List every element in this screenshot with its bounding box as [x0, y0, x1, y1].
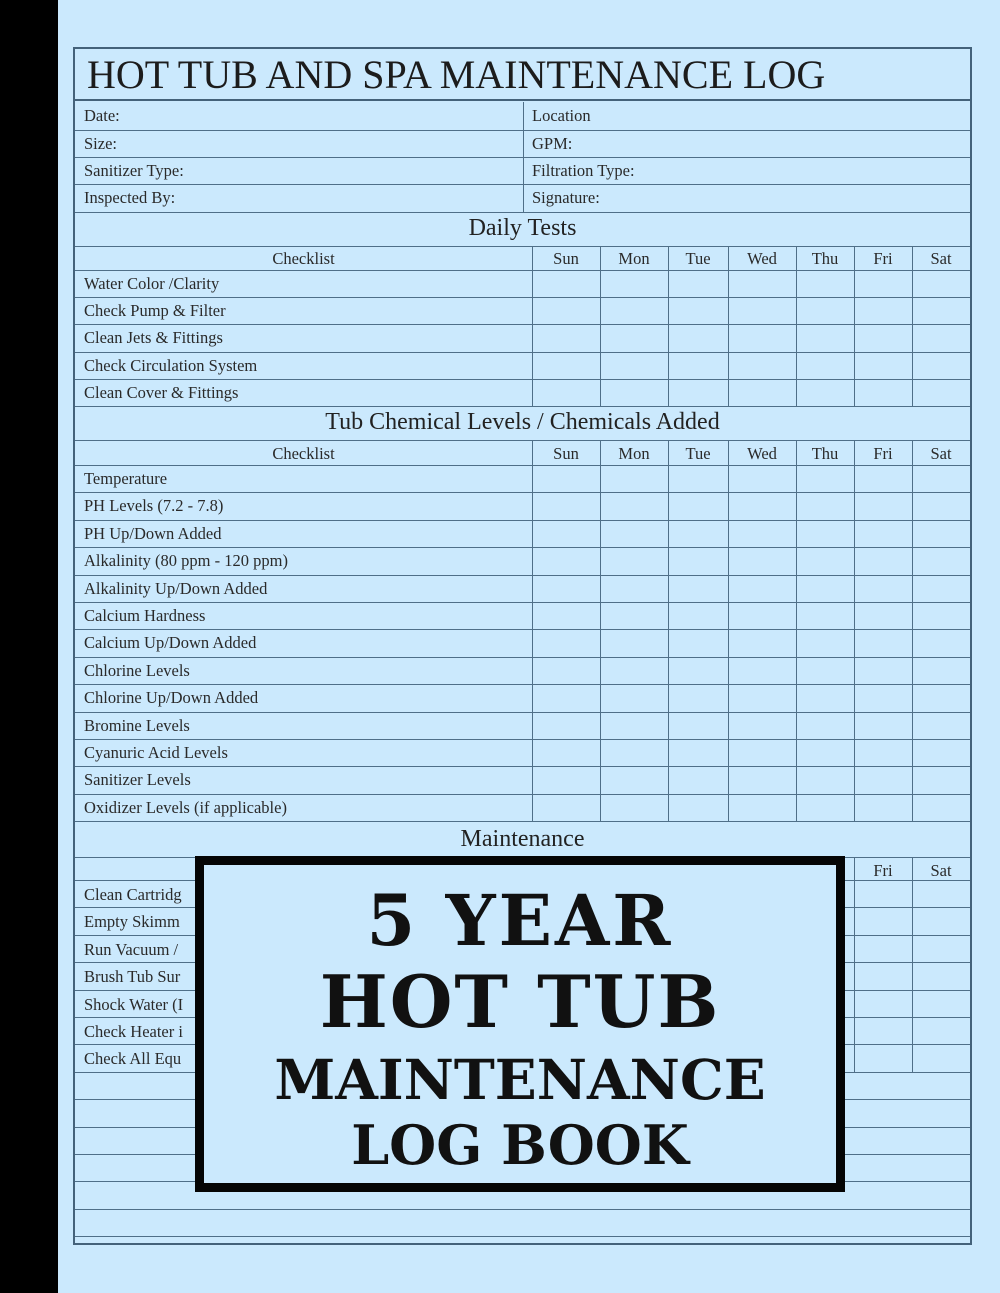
grid-line — [912, 857, 913, 1073]
info-field-label: Signature: — [532, 188, 600, 207]
grid-line — [75, 492, 970, 493]
checklist-item: PH Levels (7.2 - 7.8) — [84, 496, 224, 515]
checklist-item: Check Pump & Filter — [84, 301, 226, 320]
day-header: Sun — [553, 249, 579, 268]
info-field-label: Size: — [84, 134, 117, 153]
day-header: Wed — [747, 249, 777, 268]
day-header: Thu — [811, 249, 839, 268]
day-header: Fri — [873, 444, 893, 463]
info-field-label: Location — [532, 106, 591, 125]
checklist-item: PH Up/Down Added — [84, 524, 222, 543]
checklist-item: Brush Tub Sur — [84, 967, 181, 986]
grid-line — [75, 629, 970, 630]
grid-line — [75, 246, 970, 247]
checklist-item: Cyanuric Acid Levels — [84, 743, 228, 762]
grid-line — [75, 352, 970, 353]
checklist-header: Checklist — [272, 249, 335, 268]
section-heading-chemical-levels: Tub Chemical Levels / Chemicals Added — [325, 409, 720, 435]
checklist-item: Chlorine Levels — [84, 661, 190, 680]
grid-line — [532, 246, 533, 406]
day-header: Sat — [930, 249, 952, 268]
checklist-item: Empty Skimm — [84, 912, 180, 931]
book-spine — [0, 0, 58, 1293]
grid-line — [600, 440, 601, 821]
grid-line — [796, 246, 797, 406]
checklist-item: Check All Equ — [84, 1049, 182, 1068]
grid-line — [75, 520, 970, 521]
grid-line — [854, 440, 855, 821]
grid-line — [75, 270, 970, 271]
grid-line — [75, 739, 970, 740]
checklist-item: Shock Water (I — [84, 995, 184, 1014]
checklist-item: Sanitizer Levels — [84, 770, 191, 789]
grid-line — [728, 440, 729, 821]
checklist-item: Check Circulation System — [84, 356, 258, 375]
checklist-item: Water Color /Clarity — [84, 274, 220, 293]
checklist-item: Calcium Up/Down Added — [84, 633, 257, 652]
checklist-item: Alkalinity Up/Down Added — [84, 579, 268, 598]
grid-line — [523, 102, 524, 212]
grid-line — [75, 684, 970, 685]
grid-line — [75, 379, 970, 380]
checklist-item: Clean Cover & Fittings — [84, 383, 239, 402]
day-header: Mon — [618, 249, 650, 268]
grid-line — [75, 602, 970, 603]
checklist-item: Run Vacuum / — [84, 940, 179, 959]
grid-line — [75, 297, 970, 298]
grid-line — [668, 440, 669, 821]
checklist-item: Clean Jets & Fittings — [84, 328, 223, 347]
day-header: Fri — [873, 249, 893, 268]
grid-line — [75, 766, 970, 767]
checklist-item: Oxidizer Levels (if applicable) — [84, 798, 287, 817]
grid-line — [75, 440, 970, 441]
log-title: HOT TUB AND SPA MAINTENANCE LOG — [75, 49, 970, 101]
day-header: Sun — [553, 444, 579, 463]
day-header: Sat — [930, 861, 952, 880]
grid-line — [668, 246, 669, 406]
grid-line — [912, 440, 913, 821]
grid-line — [532, 440, 533, 821]
info-field-label: Filtration Type: — [532, 161, 635, 180]
info-field-label: Inspected By: — [84, 188, 176, 207]
checklist-item: Calcium Hardness — [84, 606, 206, 625]
info-field-label: GPM: — [532, 134, 573, 153]
grid-line — [854, 857, 855, 1073]
checklist-item: Temperature — [84, 469, 168, 488]
day-header: Thu — [811, 444, 839, 463]
checklist-item: Bromine Levels — [84, 716, 190, 735]
grid-line — [75, 1209, 970, 1210]
grid-line — [75, 406, 970, 407]
grid-line — [75, 712, 970, 713]
grid-line — [796, 440, 797, 821]
checklist-header: Checklist — [272, 444, 335, 463]
grid-line — [600, 246, 601, 406]
day-header: Sat — [930, 444, 952, 463]
grid-line — [75, 212, 970, 213]
info-field-label: Sanitizer Type: — [84, 161, 184, 180]
cover-title-line-3: MAINTENANCE — [274, 1047, 766, 1112]
grid-line — [75, 821, 970, 822]
grid-line — [728, 246, 729, 406]
checklist-item: Clean Cartridg — [84, 885, 182, 904]
checklist-item: Check Heater i — [84, 1022, 183, 1041]
grid-line — [912, 246, 913, 406]
grid-line — [854, 246, 855, 406]
day-header: Tue — [685, 444, 711, 463]
grid-line — [75, 324, 970, 325]
day-header: Mon — [618, 444, 650, 463]
day-header: Wed — [747, 444, 777, 463]
checklist-item: Alkalinity (80 ppm - 120 ppm) — [84, 551, 288, 570]
cover-title-line-4: LOG BOOK — [351, 1113, 689, 1177]
cover-title-line-1: 5 YEAR — [366, 879, 674, 962]
grid-line — [75, 465, 970, 466]
day-header: Fri — [873, 861, 893, 880]
grid-line — [75, 1236, 970, 1237]
grid-line — [75, 657, 970, 658]
checklist-item: Chlorine Up/Down Added — [84, 688, 259, 707]
cover-title-line-2: HOT TUB — [319, 959, 721, 1044]
section-heading-maintenance: Maintenance — [460, 826, 585, 852]
grid-line — [75, 794, 970, 795]
info-field-label: Date: — [84, 106, 120, 125]
grid-line — [75, 547, 970, 548]
cover-title-box — [195, 856, 845, 1192]
section-heading-daily-tests: Daily Tests — [468, 215, 577, 241]
day-header: Tue — [685, 249, 711, 268]
grid-line — [75, 575, 970, 576]
